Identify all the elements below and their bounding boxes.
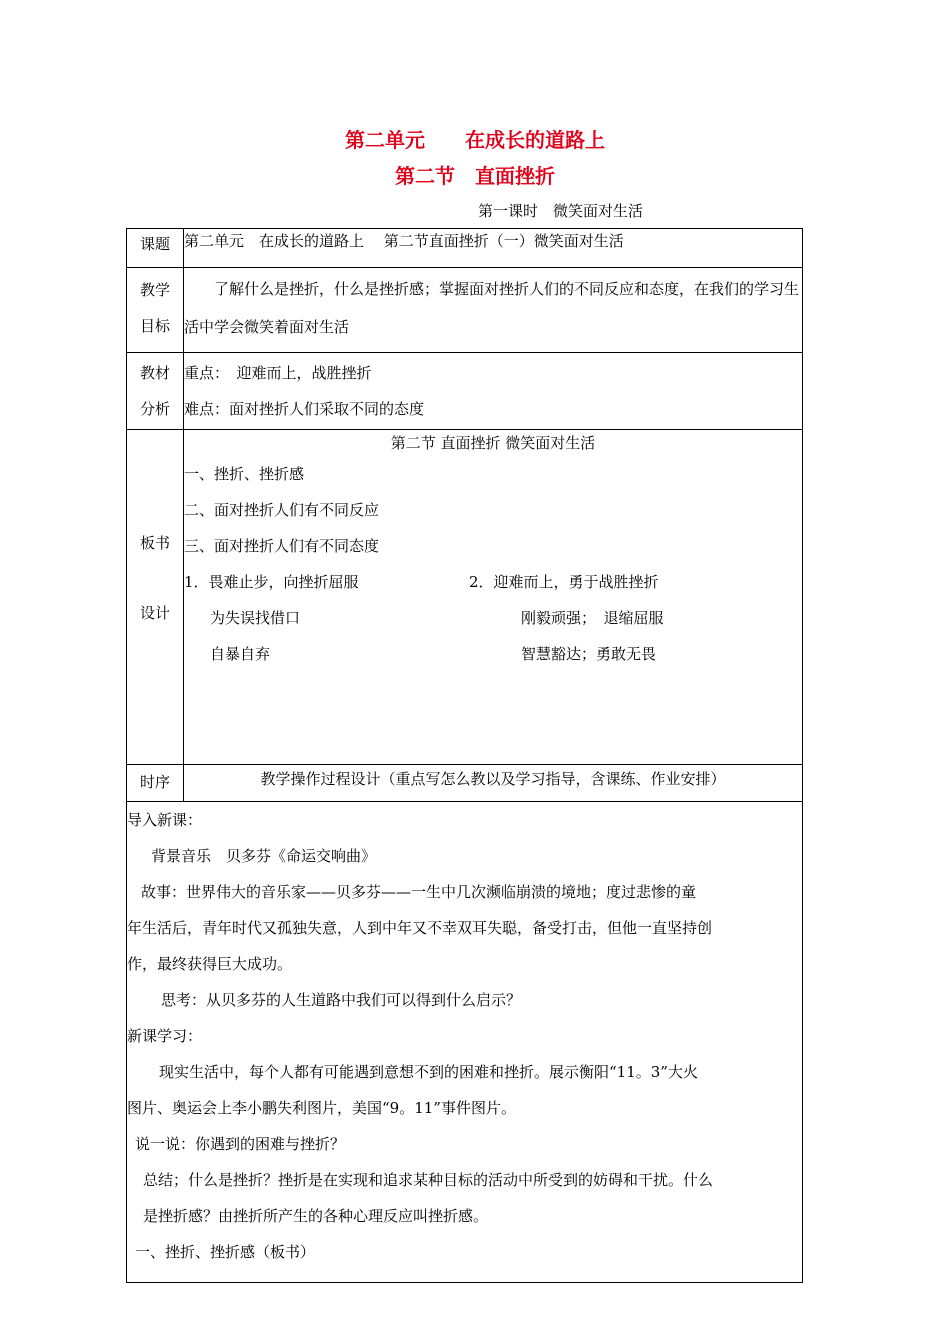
- board-label-line2: 设计: [139, 604, 170, 622]
- goal-label-line2: 目标: [139, 317, 170, 335]
- board-right-2: 刚毅顽强； 退缩屈服: [521, 609, 664, 627]
- board-columns-2: [184, 600, 802, 636]
- board-line-1: 一、挫折、挫折感: [184, 465, 305, 483]
- goal-row: [127, 268, 803, 353]
- body-p6: 思考：从贝多芬的人生道路中我们可以得到什么启示？: [161, 991, 522, 1009]
- board-left-3: 自暴自弃: [210, 645, 271, 663]
- board-content: [184, 430, 803, 765]
- body-row: [127, 802, 803, 1283]
- analysis-label: [127, 353, 184, 430]
- board-label-line1: 板书: [139, 534, 170, 552]
- topic-content: 第二单元 在成长的道路上 第二节直面挫折（一）微笑面对生活: [184, 229, 803, 268]
- body-p8: 现实生活中，每个人都有可能遇到意想不到的困难和挫折。展示衡阳“11。3”大火: [159, 1063, 698, 1081]
- body-p7: 新课学习：: [127, 1027, 203, 1045]
- board-columns-1: [184, 564, 802, 600]
- body-p11: 总结；什么是挫折？挫折是在实现和追求某种目标的活动中所受到的妨碍和干扰。什么: [143, 1171, 714, 1189]
- body-p9: 图片、奥运会上李小鹏失利图片，美国“9。11”事件图片。: [127, 1099, 516, 1117]
- process-row: [127, 765, 803, 802]
- topic-row: [127, 229, 803, 268]
- body-p4: 年生活后，青年时代又孤独失意，人到中年又不幸双耳失聪，备受打击，但他一直坚持创: [127, 919, 713, 937]
- board-left-1: 1．畏难止步，向挫折屈服: [184, 573, 359, 591]
- analysis-label-line2: 分析: [139, 400, 170, 418]
- board-line-3: 三、面对挫折人们有不同态度: [184, 537, 380, 555]
- body-p12: 是挫折感？由挫折所产生的各种心理反应叫挫折感。: [143, 1207, 489, 1225]
- body-p2: 背景音乐 贝多芬《命运交响曲》: [151, 847, 377, 865]
- body-p3: 故事：世界伟大的音乐家——贝多芬——一生中几次濒临崩溃的境地；度过悲惨的童: [141, 883, 697, 901]
- difficult-point: 难点：面对挫折人们采取不同的态度: [184, 400, 425, 418]
- board-title: 第二节 直面挫折 微笑面对生活: [390, 434, 596, 452]
- board-columns-3: [184, 636, 802, 672]
- analysis-content: [184, 353, 803, 430]
- board-label: [127, 430, 184, 765]
- body-p13: 一、挫折、挫折感（板书）: [135, 1243, 316, 1261]
- goal-content: 了解什么是挫折，什么是挫折感；掌握面对挫折人们的不同反应和态度，在我们的学习生活中学会微笑着面对生活: [184, 268, 803, 353]
- board-line-2: 二、面对挫折人们有不同反应: [184, 501, 380, 519]
- body-p1: 导入新课：: [127, 811, 203, 829]
- board-left-2: 为失误找借口: [210, 609, 301, 627]
- board-right-1: 2．迎难而上，勇于战胜挫折: [469, 573, 659, 591]
- body-p10: 说一说：你遇到的困难与挫折？: [135, 1135, 346, 1153]
- goal-label: [127, 268, 184, 353]
- lesson-plan-table: [126, 228, 803, 1283]
- unit-title: 第二单元 在成长的道路上: [345, 128, 605, 152]
- section-title: 第二节 直面挫折: [395, 164, 555, 188]
- body-content: [127, 802, 803, 1283]
- analysis-row: [127, 353, 803, 430]
- topic-label: 课题: [127, 229, 184, 268]
- body-p5: 作，最终获得巨大成功。: [127, 955, 293, 973]
- analysis-label-line1: 教材: [139, 364, 170, 382]
- goal-label-line1: 教学: [139, 281, 170, 299]
- process-content: 教学操作过程设计（重点写怎么教以及学习指导，含课练、作业安排）: [184, 765, 803, 802]
- key-point: 重点： 迎难而上，战胜挫折: [184, 364, 372, 382]
- lesson-subtitle: 第一课时 微笑面对生活: [478, 202, 644, 220]
- board-row: [127, 430, 803, 765]
- board-right-3: 智慧豁达；勇敢无畏: [521, 645, 657, 663]
- process-label: 时序: [127, 765, 184, 802]
